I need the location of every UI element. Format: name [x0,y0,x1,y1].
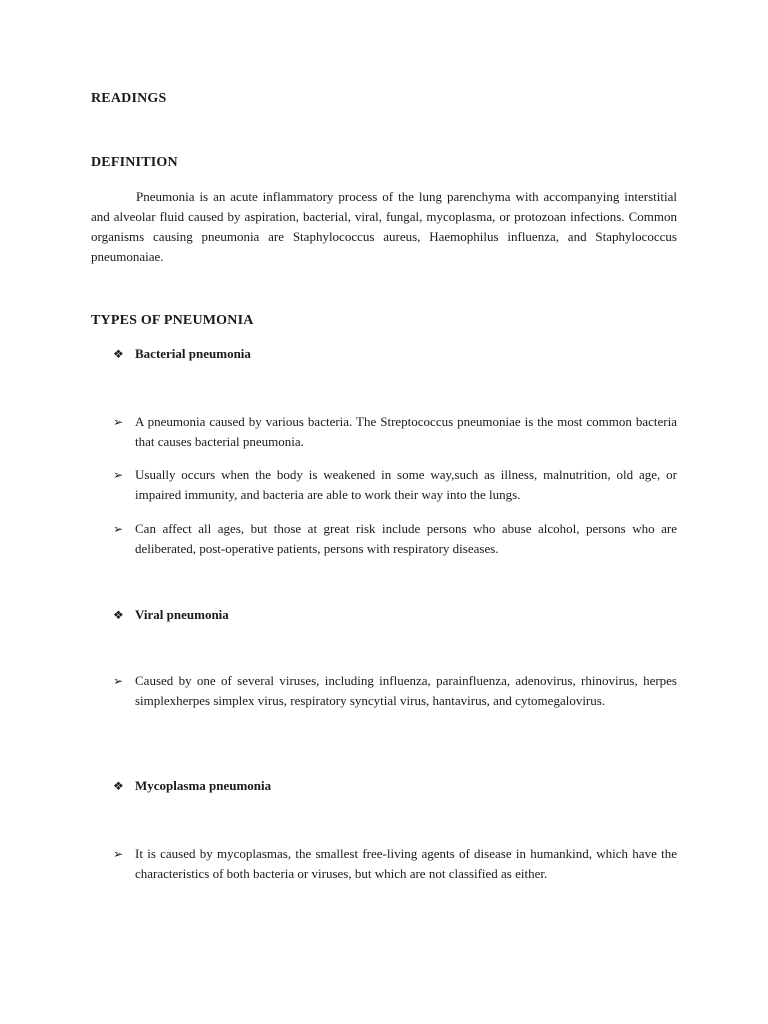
subsection-title: Viral pneumonia [135,607,229,622]
subsection-title: Bacterial pneumonia [135,346,251,361]
list-item-text: Can affect all ages, but those at great risk include persons who abuse alcohol, persons who are deliberated, post-operative patients, persons with respiratory diseases. [135,521,677,556]
list-item [113,465,677,505]
definition-heading: DEFINITION [91,155,178,170]
diamond-bullet-icon: ❖ [113,778,124,793]
subsection-title: Mycoplasma pneumonia [135,778,272,793]
subsection-mycoplasma [113,778,271,794]
arrow-bullet-icon: ➢ [113,847,124,861]
arrow-bullet-icon: ➢ [113,468,124,482]
diamond-bullet-icon: ❖ [113,346,124,361]
list-item [113,412,677,452]
arrow-bullet-icon: ➢ [113,415,124,429]
list-item [113,844,677,884]
readings-heading: READINGS [91,91,167,106]
types-heading: TYPES OF PNEUMONIA [91,313,254,328]
diamond-bullet-icon: ❖ [113,607,124,622]
subsection-bacterial [113,346,251,362]
arrow-bullet-icon: ➢ [113,674,124,688]
list-item-text: Usually occurs when the body is weakened in some way,such as illness, malnutrition, old age, or impaired immunity, and bacteria are able to work their way into the lungs. [135,467,677,502]
arrow-bullet-icon: ➢ [113,522,124,536]
list-item-text: It is caused by mycoplasmas, the smallest free-living agents of disease in humankind, which have the characteristics of both bacteria or viruses, but which are not classified as either. [135,846,677,881]
list-item-text: Caused by one of several viruses, including influenza, parainfluenza, adenovirus, rhinovirus, herpes simplexherpes simplex virus, respiratory syncytial virus, hantavirus, and cytomegalovirus. [135,673,677,708]
list-item [113,519,677,559]
list-item-text: A pneumonia caused by various bacteria. The Streptococcus pneumoniae is the most common bacteria that causes bacterial pneumonia. [135,414,677,449]
definition-paragraph: Pneumonia is an acute inflammatory process of the lung parenchyma with accompanying interstitial and alveolar fluid caused by aspiration, bacterial, viral, fungal, mycoplasma, or protozoan infections. Common organisms causing pneumonia are Staphylococcus aureus, Haemophilus influenza, and Staphylococcus pneumonaiae. [91,189,677,264]
subsection-viral [113,607,229,623]
list-item [113,671,677,711]
